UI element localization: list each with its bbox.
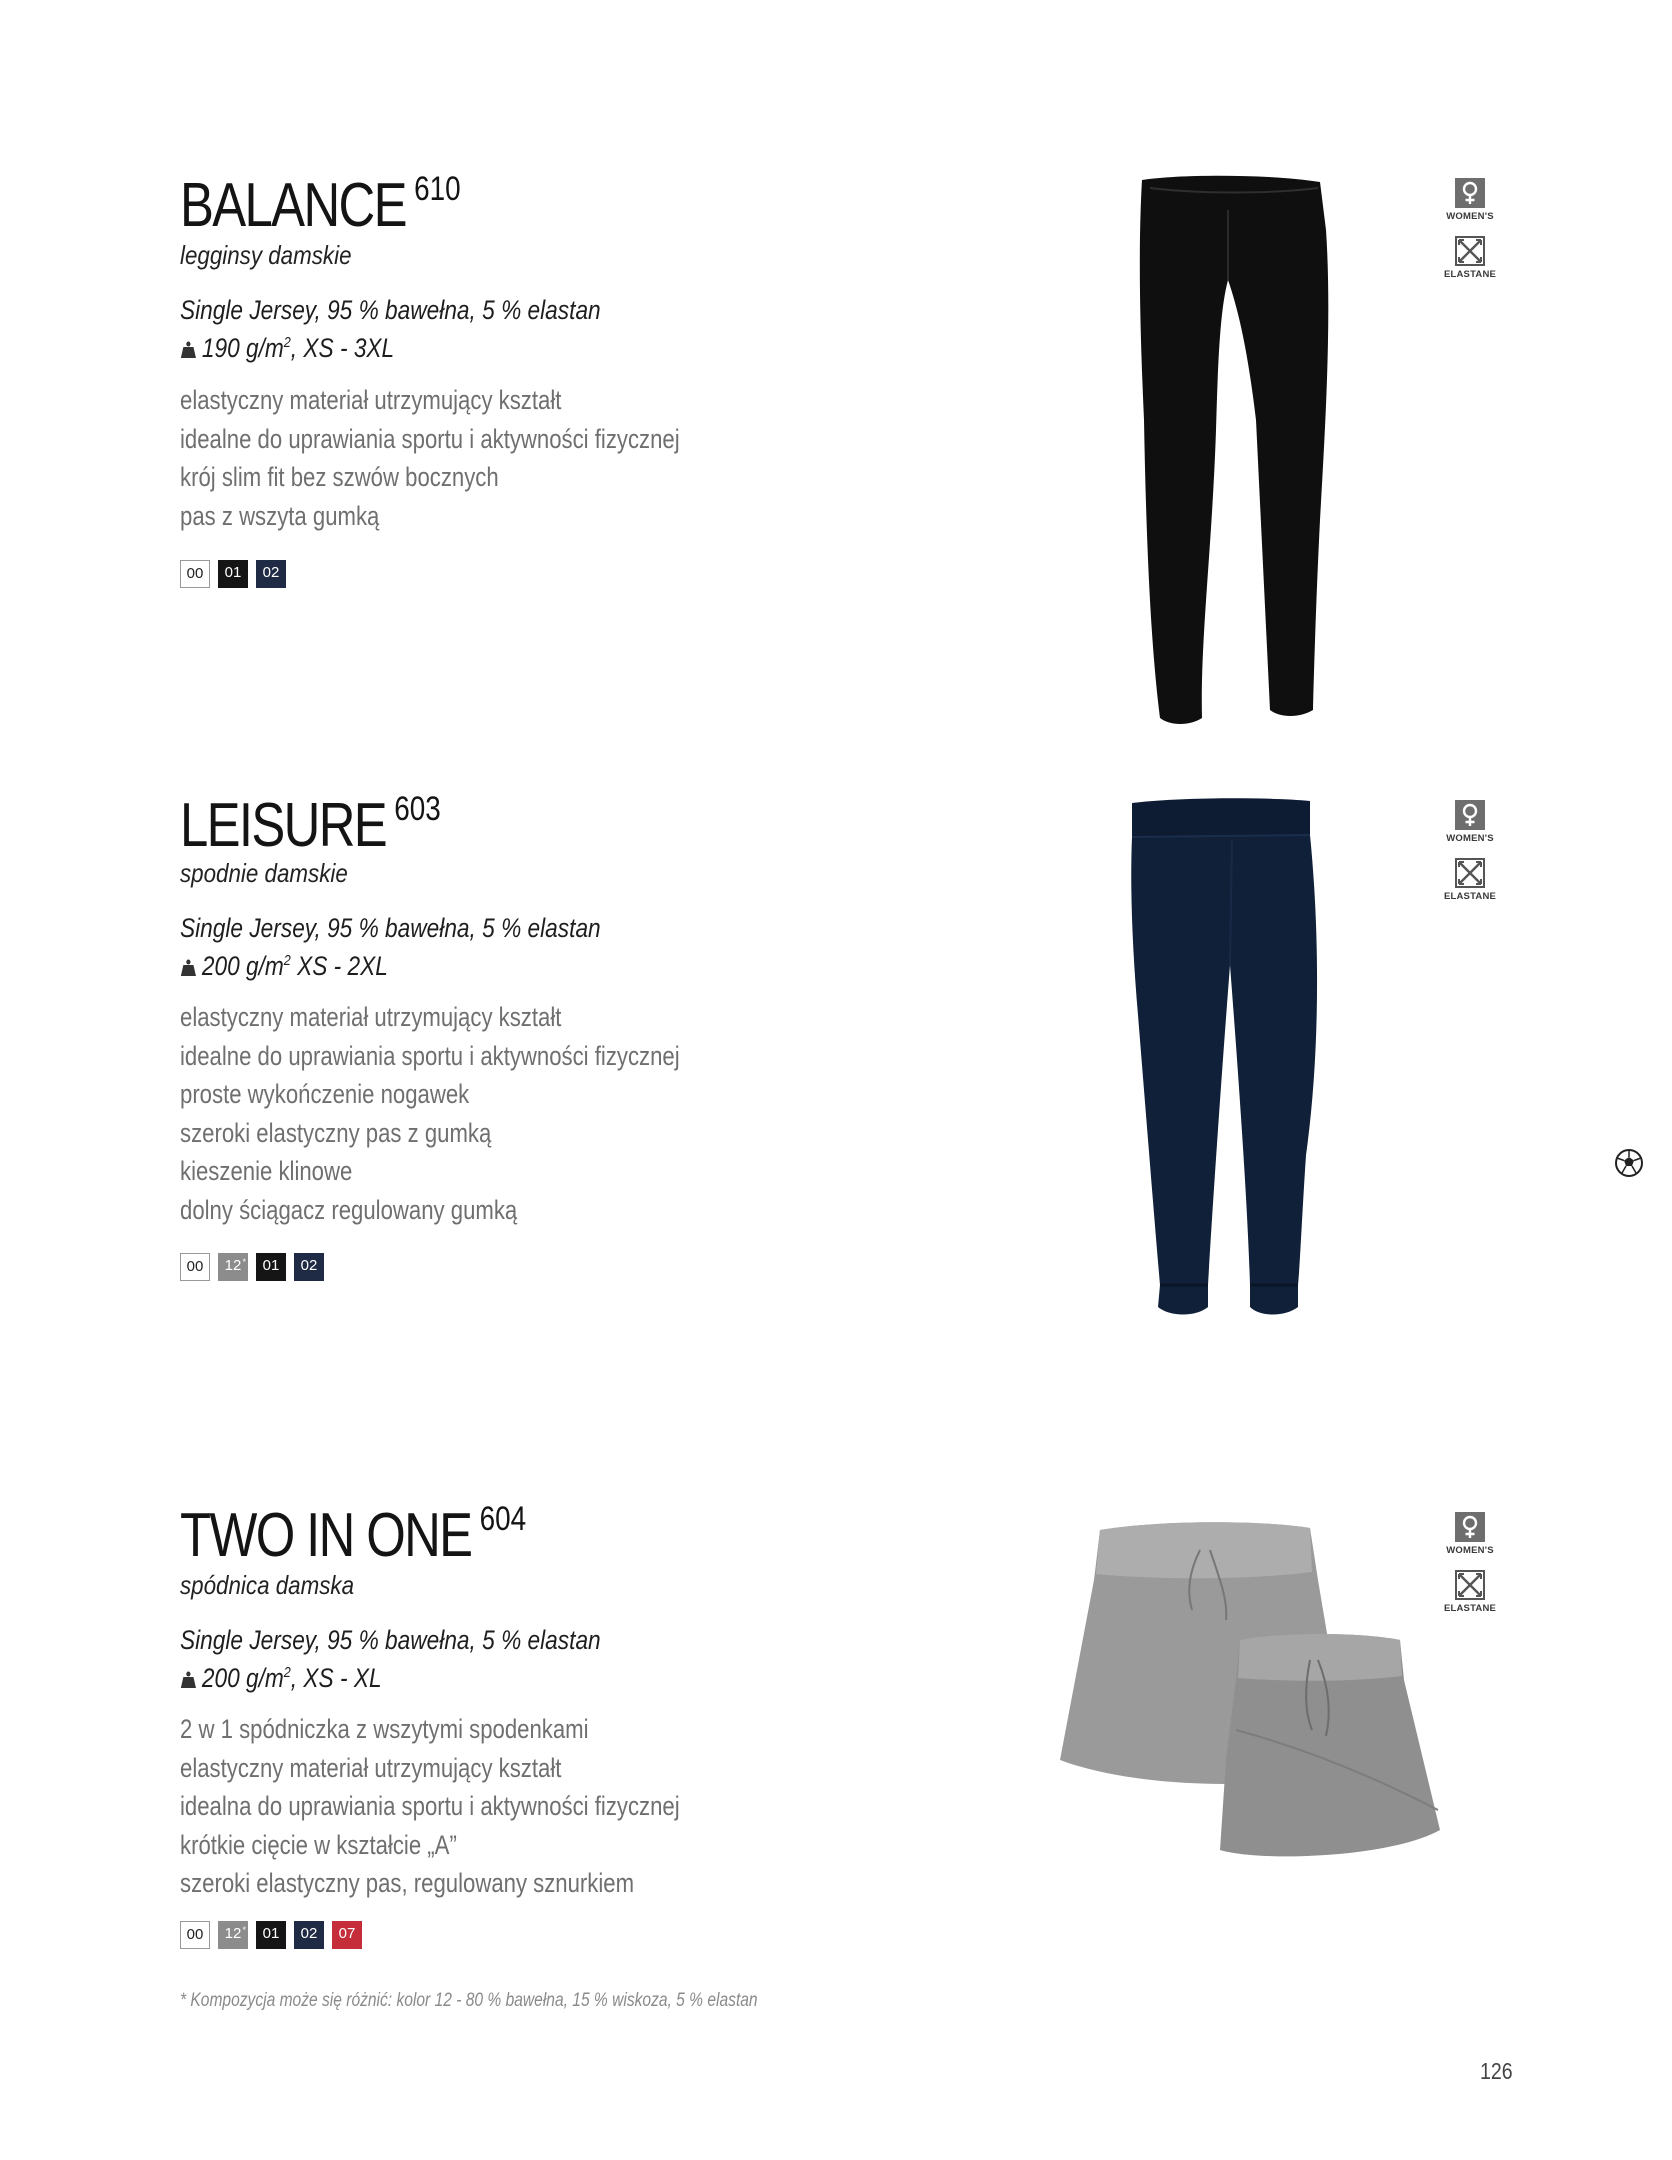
female-badge [1440,800,1500,844]
badge-label: WOMEN'S [1446,833,1494,844]
swatch-label: 01 [262,1257,280,1274]
feature-badges [1440,800,1500,916]
size-range: , XS - XL [290,1663,382,1693]
feature-item: idealne do uprawiania sportu i aktywności fizycznej [180,423,680,454]
swatch-label: 02 [300,1925,318,1942]
product-name: LEISURE [180,791,387,860]
product-title [180,1500,526,1571]
product-weight [180,333,394,364]
badge-label: ELASTANE [1443,891,1497,902]
product-weight [180,951,388,982]
weight-value: 200 g/m [201,951,284,981]
color-swatch [180,560,210,588]
feature-list [180,998,789,1229]
badge-label: WOMEN'S [1446,1545,1494,1556]
product-title [180,790,441,861]
female-badge [1440,178,1500,222]
feature-badges [1440,178,1500,294]
product-material: Single Jersey, 95 % bawełna, 5 % elastan [180,913,601,943]
elastane-icon [1440,236,1500,266]
weight-unit-sup: 2 [283,334,291,351]
swatch-label: 00 [186,565,204,582]
color-swatch [218,560,248,588]
product-name: TWO IN ONE [180,1501,472,1570]
page-number: 126 [1480,2058,1513,2084]
badge-label: WOMEN'S [1446,211,1494,222]
color-swatch [218,1921,248,1949]
female-icon [1440,178,1500,208]
color-swatch [332,1921,362,1949]
badge-label: ELASTANE [1443,1603,1497,1614]
elastane-badge [1440,236,1500,280]
product-material: Single Jersey, 95 % bawełna, 5 % elastan [180,295,601,325]
color-swatches [180,1253,324,1281]
weight-icon [180,341,197,358]
product-name: BALANCE [180,171,406,240]
swatch-note: * [242,1257,246,1267]
feature-item: krótkie cięcie w kształcie „A” [180,1829,457,1860]
female-icon [1440,800,1500,830]
swatch-label: 12 [224,1925,242,1942]
product-subtitle: spódnica damska [180,1570,355,1600]
color-swatch [256,560,286,588]
product-code: 604 [479,1500,527,1538]
soccer-ball-icon [1614,1148,1644,1178]
swatch-label: 07 [338,1925,356,1942]
weight-icon [180,1671,197,1688]
feature-item: szeroki elastyczny pas z gumką [180,1117,492,1148]
feature-item: idealne do uprawiania sportu i aktywności fizycznej [180,1040,680,1071]
feature-item: idealna do uprawiania sportu i aktywności fizycznej [180,1791,680,1821]
size-range: XS - 2XL [290,951,388,981]
feature-item: szeroki elastyczny pas, regulowany sznurkiem [180,1868,635,1898]
swatch-label: 01 [224,564,242,581]
feature-item: pas z wszyta gumką [180,500,380,531]
pants-image [1120,795,1340,1325]
size-range: , XS - 3XL [290,333,395,363]
feature-item: 2 w 1 spódniczka z wszytymi spodenkami [180,1714,589,1744]
feature-item: elastyczny materiał utrzymujący kształt [180,1002,562,1032]
leggings-image [1120,170,1350,730]
swatch-label: 02 [262,564,280,581]
feature-list [180,1710,789,1903]
swatch-label: 12 [224,1257,242,1274]
swatch-label: 00 [186,1258,204,1275]
elastane-icon [1440,858,1500,888]
footnote: * Kompozycja może się różnić: kolor 12 - 80 % bawełna, 15 % wiskoza, 5 % elastan [180,1990,758,2011]
badge-label: ELASTANE [1443,269,1497,280]
swatch-label: 02 [300,1257,318,1274]
color-swatches [180,1921,362,1949]
product-material: Single Jersey, 95 % bawełna, 5 % elastan [180,1625,601,1655]
color-swatch [256,1921,286,1949]
weight-unit-sup: 2 [283,1664,291,1681]
color-swatch [180,1253,210,1281]
swatch-note: * [242,1925,246,1935]
feature-item: kieszenie klinowe [180,1156,353,1186]
product-subtitle: legginsy damskie [180,240,352,270]
color-swatch [294,1253,324,1281]
feature-item: proste wykończenie nogawek [180,1079,470,1109]
color-swatch [218,1253,248,1281]
color-swatch [256,1253,286,1281]
weight-value: 200 g/m [201,1663,284,1693]
color-swatch [294,1921,324,1949]
skirts-image [1060,1510,1450,1870]
weight-icon [180,959,197,976]
feature-item: krój slim fit bez szwów bocznych [180,462,499,492]
feature-list [180,381,789,535]
product-weight [180,1663,382,1694]
feature-item: dolny ściągacz regulowany gumką [180,1194,518,1225]
product-code: 603 [394,790,441,828]
color-swatch [180,1921,210,1949]
color-swatches [180,560,286,588]
feature-item: elastyczny materiał utrzymujący kształt [180,385,562,415]
product-subtitle: spodnie damskie [180,858,348,888]
weight-value: 190 g/m [201,333,284,363]
elastane-badge [1440,858,1500,902]
product-code: 610 [414,170,461,208]
feature-item: elastyczny materiał utrzymujący kształt [180,1752,562,1783]
swatch-label: 01 [262,1925,280,1942]
product-title [180,170,461,241]
weight-unit-sup: 2 [283,952,291,969]
swatch-label: 00 [186,1926,204,1943]
